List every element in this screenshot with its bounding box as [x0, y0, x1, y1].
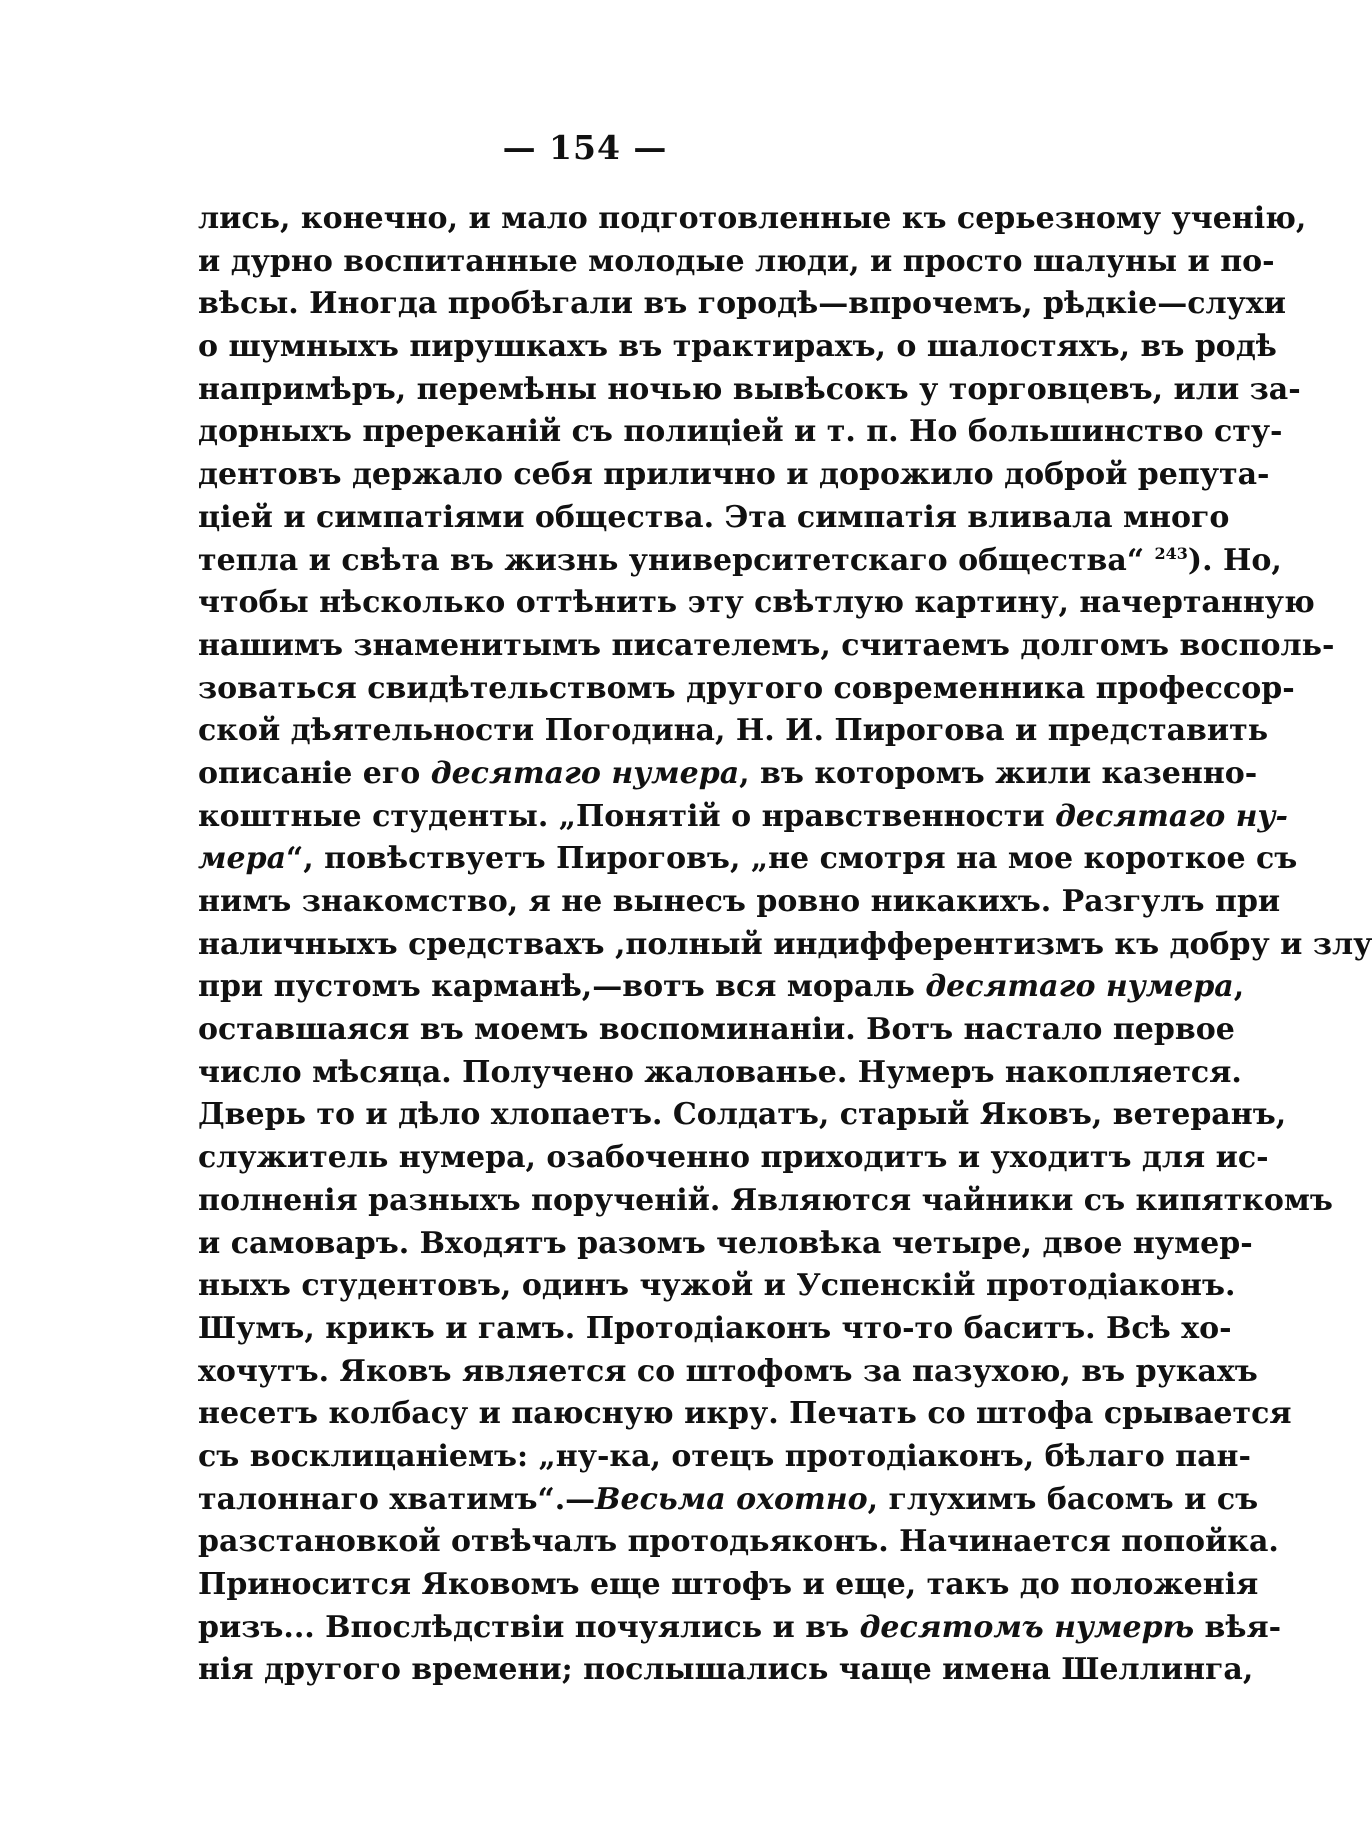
text-segment: при пустомъ карманѣ,—вотъ вся мораль [198, 969, 926, 1005]
page-number: — 154 — [502, 128, 668, 167]
text-line [198, 411, 1283, 454]
text-line [198, 1094, 1287, 1137]
text-segment: нашимъ знаменитымъ писателемъ, считаемъ долгомъ восполь- [198, 627, 1335, 663]
text-segment: тепла и свѣта въ жизнь университетскаго общества“ [198, 542, 1155, 578]
text-segment: напримѣръ, перемѣны ночью вывѣсокъ у торговцевъ, или за- [198, 371, 1301, 407]
text-line [198, 1607, 1282, 1650]
text-segment: лись, конечно, и мало подготовленные къ серьезному ученію, [198, 201, 1307, 236]
text-line [198, 1223, 1253, 1266]
text-segment: наличныхъ средствахъ ,полный индифферентизмъ къ добру и злу [198, 926, 1372, 962]
text-segment: дентовъ держало себя прилично и дорожило доброй репута- [198, 457, 1270, 493]
italic-phrase: десятомъ нумерѣ [859, 1609, 1195, 1645]
text-segment: нимъ знакомство, я не вынесъ ровно никакихъ. Разгулъ при [198, 884, 1281, 919]
text-segment: Приносится Яковомъ еще штофъ и еще, такъ до положенія [198, 1567, 1259, 1602]
text-line [198, 497, 1230, 540]
text-segment: несетъ колбасу и паюсную икру. Печать со штофа срывается [198, 1396, 1292, 1432]
text-line [198, 1521, 1279, 1564]
italic-phrase: Весьма охотно [595, 1481, 868, 1517]
text-line [198, 1265, 1236, 1308]
text-segment: дорныхъ пререканій съ полиціей и т. п. Но большинство сту- [198, 414, 1283, 450]
text-segment: и самоваръ. Входятъ разомъ человѣка четыре, двое нумер- [198, 1225, 1253, 1261]
text-line [198, 1393, 1292, 1436]
text-line [198, 668, 1295, 711]
text-segment: зоваться свидѣтельствомъ другого современника профессор- [198, 670, 1295, 706]
text-segment: разстановкой отвѣчалъ протодьяконъ. Начинается попойка. [198, 1524, 1279, 1560]
text-segment: ). Но, [1187, 542, 1282, 578]
text-line [198, 753, 1258, 796]
text-segment: и дурно воспитанные молодые люди, и просто шалуны и по- [198, 243, 1275, 279]
footnote-reference: 243 [1154, 543, 1188, 563]
text-segment: вѣя- [1194, 1609, 1282, 1645]
text-segment: талоннаго хватимъ“.— [198, 1481, 596, 1517]
text-segment: ныхъ студентовъ, одинъ чужой и Успенскій протодіаконъ. [198, 1268, 1236, 1304]
text-line [198, 326, 1277, 369]
text-line [198, 369, 1301, 412]
text-line [198, 838, 1298, 881]
text-line [198, 1137, 1269, 1180]
text-line [198, 1436, 1251, 1479]
text-line [198, 625, 1335, 668]
text-line [198, 796, 1288, 839]
text-segment: коштные студенты. „Понятій о нравственности [198, 798, 1056, 834]
text-line [198, 881, 1281, 924]
text-segment: хочутъ. Яковъ является со штофомъ за пазухою, въ рукахъ [198, 1353, 1258, 1389]
text-line [198, 582, 1315, 625]
text-segment: о шумныхъ пирушкахъ въ трактирахъ, о шалостяхъ, въ родѣ [198, 329, 1277, 365]
text-segment: , [1233, 969, 1245, 1005]
text-segment: описаніе его [198, 755, 431, 791]
text-line [198, 1009, 1235, 1052]
text-segment: съ восклицаніемъ: „ну-ка, отецъ протодіаконъ, бѣлаго пан- [198, 1438, 1251, 1474]
text-line [198, 454, 1270, 497]
text-line [198, 241, 1275, 284]
text-segment: Шумъ, крикъ и гамъ. Протодіаконъ что-то баситъ. Всѣ хо- [198, 1310, 1232, 1346]
text-segment: вѣсы. Иногда пробѣгали въ городѣ—впрочемъ, рѣдкіе—слухи [198, 286, 1286, 322]
text-line [198, 1308, 1232, 1351]
text-segment: число мѣсяца. Получено жалованье. Нумеръ накопляется. [198, 1054, 1242, 1090]
text-line [198, 1649, 1254, 1692]
text-segment: ской дѣятельности Погодина, Н. И. Пирогова и представить [198, 713, 1269, 749]
text-segment: , глухимъ басомъ и съ [867, 1481, 1259, 1517]
text-line [198, 1564, 1259, 1607]
text-segment: полненія разныхъ порученій. Являются чайники съ кипяткомъ [198, 1182, 1333, 1218]
text-segment: “, повѣствуетъ Пироговъ, „не смотря на мое короткое съ [286, 841, 1298, 877]
text-line [198, 966, 1245, 1009]
body-text [198, 198, 1372, 1692]
text-line [198, 283, 1286, 326]
text-segment: служитель нумера, озабоченно приходитъ и уходитъ для ис- [198, 1140, 1269, 1176]
text-line [198, 540, 1282, 583]
text-segment: , въ которомъ жили казенно- [739, 755, 1258, 791]
text-segment: оставшаяся въ моемъ воспоминаніи. Вотъ настало первое [198, 1012, 1235, 1048]
text-line [198, 198, 1307, 241]
text-line [198, 710, 1269, 753]
text-line [198, 1351, 1258, 1394]
italic-phrase: мера [198, 841, 287, 877]
text-segment: Дверь то и дѣло хлопаетъ. Солдатъ, старый Яковъ, ветеранъ, [198, 1097, 1287, 1133]
text-line [198, 1479, 1259, 1522]
text-segment: нія другого времени; послышались чаще имена Шеллинга, [198, 1652, 1254, 1688]
text-segment: чтобы нѣсколько оттѣнить эту свѣтлую картину, начертанную [198, 585, 1315, 621]
text-line [198, 924, 1372, 967]
text-segment: ризъ... Впослѣдствіи почуялись и въ [198, 1609, 860, 1645]
italic-phrase: десятаго нумера [430, 755, 740, 791]
italic-phrase: десятаго нумера [925, 969, 1234, 1005]
text-line [198, 1052, 1242, 1095]
text-line [198, 1180, 1333, 1223]
text-segment: ціей и симпатіями общества. Эта симпатія вливала много [198, 499, 1230, 535]
italic-phrase: десятаго ну- [1055, 798, 1288, 834]
